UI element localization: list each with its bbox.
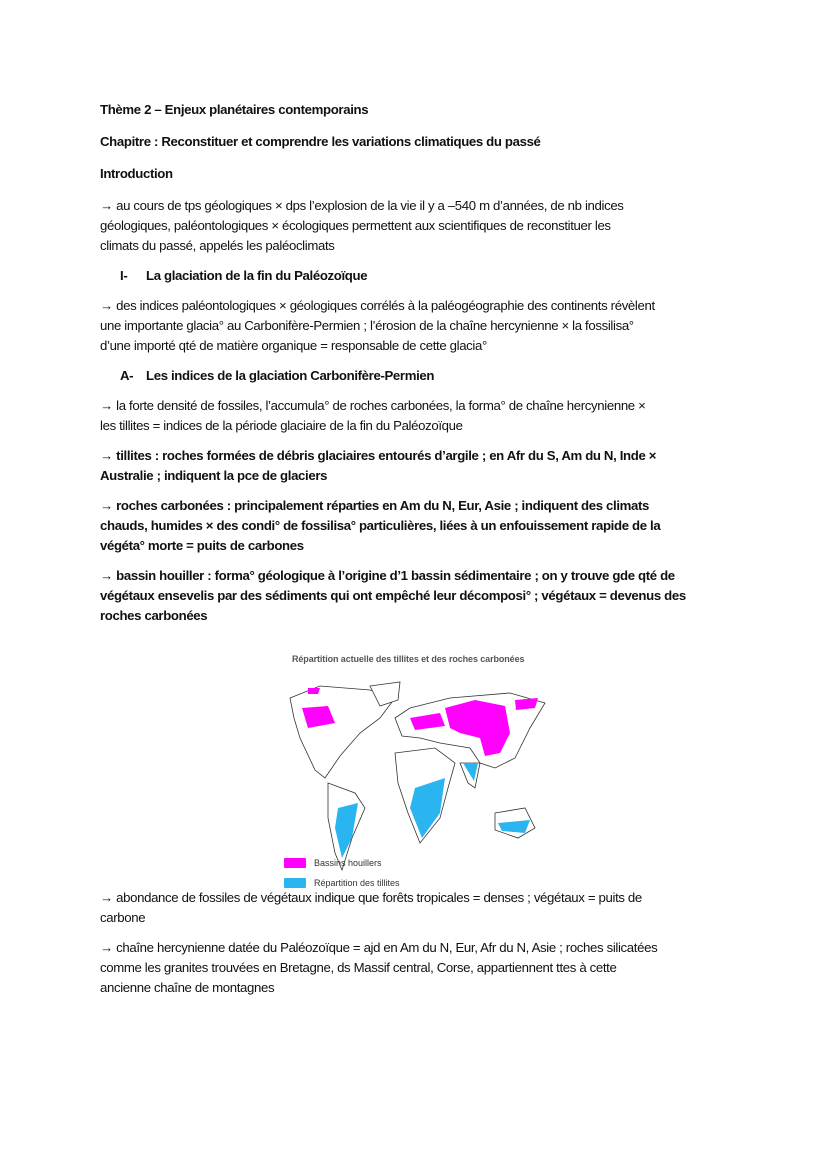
- text-line: → bassin houiller : forma° géologique à l’origine d’1 bassin sédimentaire ; on y trouve gde qté de: [100, 568, 675, 583]
- text-line: → au cours de tps géologiques × dps l’explosion de la vie il y a –540 m d’années, de nb indices: [100, 198, 624, 213]
- paragraph-roches-carbonees: [100, 496, 760, 556]
- text-line: → tillites : roches formées de débris glaciaires entourés d’argile ; en Afr du S, Am du N, Inde ×: [100, 448, 657, 463]
- text-line: une importante glacia° au Carbonifère-Permien ; l’érosion de la chaîne hercynienne × la fossilisa°: [100, 318, 634, 333]
- legend-coal-basins: [284, 858, 382, 868]
- section-number: A-: [120, 368, 134, 383]
- text-line: Australie ; indiquent la pce de glaciers: [100, 468, 328, 483]
- text-line: → abondance de fossiles de végétaux indique que forêts tropicales = denses ; végétaux = puits de: [100, 890, 642, 905]
- legend-label: Répartition des tillites: [314, 878, 400, 888]
- world-map-figure: [280, 648, 570, 898]
- section-title: Les indices de la glaciation Carbonifère-Permien: [146, 368, 435, 383]
- text-line: → roches carbonées : principalement réparties en Am du N, Eur, Asie ; indiquent des climats: [100, 498, 650, 513]
- chapter-title: Chapitre : Reconstituer et comprendre les variations climatiques du passé: [100, 134, 541, 149]
- theme-title: Thème 2 – Enjeux planétaires contemporains: [100, 102, 369, 117]
- paragraph-indices: [100, 396, 760, 436]
- text-line: → chaîne hercynienne datée du Paléozoïque = ajd en Am du N, Eur, Afr du N, Asie ; roches silicatées: [100, 940, 658, 955]
- section-heading-1: [120, 266, 760, 286]
- section-title: La glaciation de la fin du Paléozoïque: [146, 268, 368, 283]
- text-line: carbone: [100, 910, 146, 925]
- text-line: climats du passé, appelés les paléoclimats: [100, 238, 335, 253]
- text-line: végéta° morte = puits de carbones: [100, 538, 304, 553]
- text-line: les tillites = indices de la période glaciaire de la fin du Paléozoïque: [100, 418, 463, 433]
- section1-paragraph: [100, 296, 760, 356]
- paragraph-chaine-hercynienne: [100, 938, 760, 998]
- text-line: chauds, humides × des condi° de fossilisa° particulières, liées à un enfouissement rapide de la: [100, 518, 661, 533]
- section-number: I-: [120, 268, 128, 283]
- coal-basin: [308, 688, 320, 694]
- text-line: comme les granites trouvées en Bretagne, ds Massif central, Corse, appartiennent ttes à cette: [100, 960, 617, 975]
- legend-tillites: [284, 878, 400, 888]
- text-line: géologiques, paléontologiques × écologiques permettent aux scientifiques de reconstituer les: [100, 218, 611, 233]
- section-heading-a: [120, 366, 760, 386]
- legend-label: Bassins houillers: [314, 858, 382, 868]
- intro-paragraph: [100, 196, 760, 256]
- text-line: d’une importé qté de matière organique = responsable de cette glacia°: [100, 338, 487, 353]
- text-line: → la forte densité de fossiles, l’accumula° de roches carbonées, la forma° de chaîne hercynienne ×: [100, 398, 646, 413]
- text-line: → des indices paléontologiques × géologiques corrélés à la paléogéographie des continents révèlent: [100, 298, 655, 313]
- figure-title: Répartition actuelle des tillites et des roches carbonées: [292, 654, 525, 664]
- text-line: végétaux ensevelis par des sédiments qui ont empêché leur décomposi° ; végétaux = devenus des: [100, 588, 686, 603]
- paragraph-bassin-houiller: [100, 566, 760, 626]
- intro-heading: Introduction: [100, 166, 173, 181]
- legend-swatch: [284, 858, 306, 868]
- text-line: roches carbonées: [100, 608, 208, 623]
- world-map: [280, 678, 570, 878]
- text-line: ancienne chaîne de montagnes: [100, 980, 275, 995]
- paragraph-tillites: [100, 446, 760, 486]
- legend-swatch: [284, 878, 306, 888]
